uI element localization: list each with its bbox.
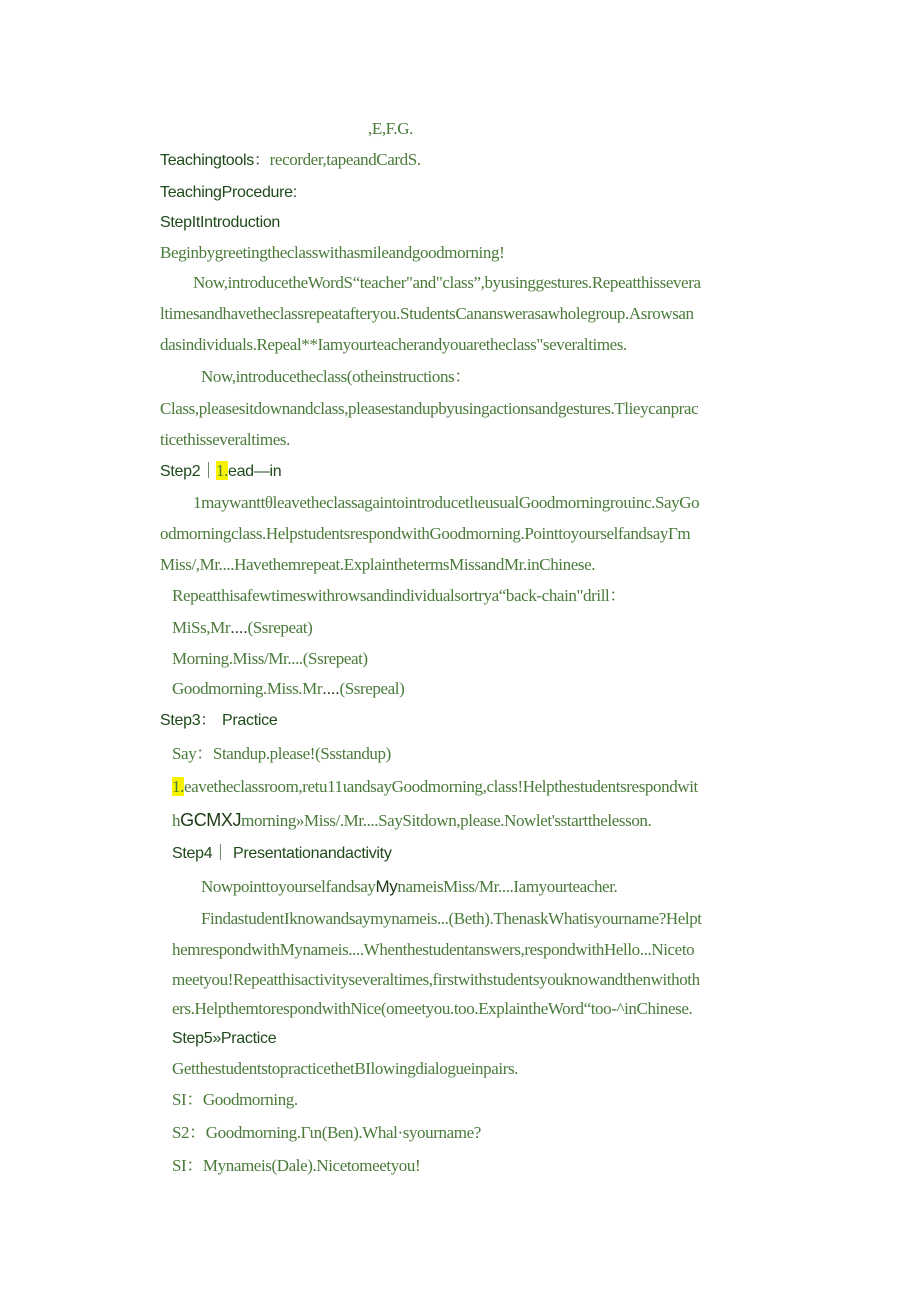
paragraph-line: meetyou!Repeatthisactivityseveraltimes,firstwithstudentsyouknowandthenwithoth [172,970,700,989]
paragraph-text: Nowpointtoyourselfandsay [201,877,376,896]
paragraph-line: FindastudentIknowandsaymynameis...(Beth).ThenaskWhatisyourname?Helpt [201,909,702,928]
teaching-procedure-heading: TeachingProcedure: [160,184,297,201]
teaching-tools-value: recorder,tapeandCardS. [269,150,421,169]
step3-label: Step3： [160,712,217,729]
step2-title: ead—in [227,463,282,480]
step3-heading [160,710,277,732]
step2-label: Step2｜ [160,463,217,480]
drill-line [172,678,404,700]
highlighted-text: 1. [172,777,184,796]
step2-heading [160,460,281,483]
dialogue-line: SI：Goodmorning. [172,1090,298,1109]
paragraph-line: odmorningclass.HelpstudentsrespondwithGoodmorning.PointtoyourselfandsayΓm [160,524,691,543]
paragraph-line [172,776,698,798]
paragraph-line: ticethisseveraltimes. [160,430,290,449]
paragraph-line: Say：Standup.please!(Ssstandup) [172,744,391,763]
drill-line [172,617,312,639]
paragraph-line: Beginbygreetingtheclasswithasmileandgoodmorning! [160,243,505,262]
paragraph-line: GetthestudentstopracticethetBIlowingdialogueinpairs. [172,1059,519,1078]
step4-heading: Step4｜ [172,845,229,862]
drill-text: (Ssrepeal) [339,679,405,698]
paragraph-text: nameisMiss/Mr....Iamyourteacher. [397,877,618,896]
step3-title: Practice [222,712,278,729]
paragraph-line: ltimesandhavetheclassrepeatafteryou.StudentsCananswerasawholegroup.Asrowsan [160,304,694,323]
drill-text: (Ssrepeat) [247,618,313,637]
drill-text: MiSs,Mr [172,618,231,637]
drill-line: Morning.Miss/Mr....(Ssrepeat) [172,649,368,668]
paragraph-text: eavetheclassroom,retu11ιandsayGoodmorning,class!Helpthestudentsrespondwit [183,777,698,796]
paragraph-line: Now,introducetheclass(otheinstructions： [201,367,471,386]
paragraph-text: morning»Miss/.Mr....SaySitdown,please.Nowlet'sstartthelesson. [241,811,652,830]
paragraph-line: Repeatthisafewtimeswithrowsandindividualsortrya“back-chain"drill： [172,586,626,605]
paragraph-line: dasindividuals.Repeal**Iamyourteacherandyouaretheclass"severaltimes. [160,335,627,354]
grade-list-line: ,E,F.G. [368,119,413,138]
step1-heading: StepItIntroduction [160,214,281,231]
paragraph-emphasis: My [375,877,398,896]
drill-ellipsis: .... [230,618,248,637]
paragraph-line [172,809,651,832]
teaching-tools-line [160,149,421,172]
garbled-text: GCMXJ [180,810,242,830]
paragraph-line: 1maywanttθleavetheclassagaintointroducetlιeusualGoodmorningroιιinc.SayGo [193,493,700,512]
paragraph-line: Now,introducetheWordS“teacher"and"class”,byusinggestures.Repeatthissevera [193,273,701,292]
paragraph-line: Miss/,Mr....Havethemrepeat.ExplainthetermsMissandMr.inChinese. [160,555,596,574]
teaching-tools-label: Teachingtools： [160,152,270,169]
paragraph-line: hemrespondwithMynameis....Whenthestudentanswers,respondwithHello...Niceto [172,940,695,959]
dialogue-line: SI：Mynameis(Dale).Nicetomeetyou! [172,1156,421,1175]
step4-title: Presentationandactivity [233,845,392,862]
highlighted-text: 1. [216,461,228,480]
paragraph-line [201,876,617,898]
paragraph-text: h [172,811,181,830]
step5-heading: Step5»Practice [172,1030,277,1047]
paragraph-line: ers.HelpthemtorespondwithNice(omeetyou.too.ExplaintheWord“too-^inChinese. [172,999,693,1018]
paragraph-line: Class,pleasesitdownandclass,pleasestandupbyusingactionsandgestures.Tlieycanprac [160,399,699,418]
drill-text: Goodmorning.Miss.Mr [172,679,323,698]
drill-ellipsis: .... [322,679,340,698]
dialogue-line: S2：Goodmorning.Γιn(Ben).Whal·syourname? [172,1123,481,1142]
